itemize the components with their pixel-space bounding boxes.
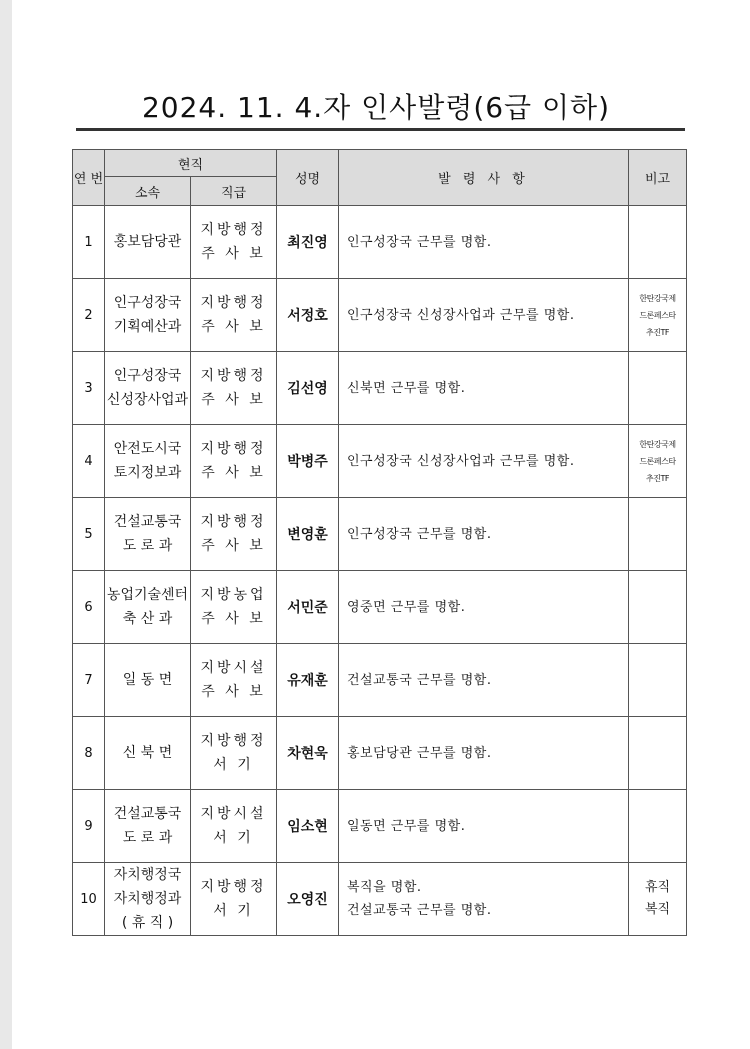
row-number: 1 xyxy=(73,206,105,279)
grade-line: 지방행정 xyxy=(200,368,267,384)
note-line: 한탄강국제 xyxy=(639,293,676,303)
order-line: 건설교통국 근무를 명함. xyxy=(347,903,492,918)
note-cell xyxy=(629,571,687,644)
affiliation-line: 건설교통국 xyxy=(113,806,182,822)
order-line: 건설교통국 근무를 명함. xyxy=(347,672,492,688)
grade-line: 지방행정 xyxy=(200,514,267,530)
note-cell xyxy=(629,863,687,936)
header-order: 발 령 사 항 xyxy=(339,150,629,206)
note-line: 복직 xyxy=(644,902,671,917)
order-cell xyxy=(339,863,629,936)
grade-line: 주 사 보 xyxy=(201,465,266,481)
affiliation-line: 인구성장국 xyxy=(113,368,182,384)
grade-cell xyxy=(191,425,277,498)
grade-line: 주 사 보 xyxy=(201,246,266,262)
title-underline xyxy=(76,128,685,131)
grade-line: 서 기 xyxy=(213,903,254,919)
grade-line: 지방농업 xyxy=(200,587,267,603)
grade-line: 주 사 보 xyxy=(201,538,266,554)
row-number: 6 xyxy=(73,571,105,644)
person-name: 박병주 xyxy=(277,425,339,498)
note-line: 드론페스타 xyxy=(639,456,676,466)
row-number: 10 xyxy=(73,863,105,936)
table-row xyxy=(73,571,687,644)
note-cell xyxy=(629,790,687,863)
grade-line: 지방행정 xyxy=(200,879,267,895)
grade-cell xyxy=(191,717,277,790)
order-line: 인구성장국 근무를 명함. xyxy=(347,526,492,542)
person-name: 임소현 xyxy=(277,790,339,863)
affiliation-cell xyxy=(105,498,191,571)
affiliation-line: 건설교통국 xyxy=(113,514,182,530)
affiliation-cell xyxy=(105,279,191,352)
grade-cell xyxy=(191,206,277,279)
order-line: 일동면 근무를 명함. xyxy=(347,818,466,834)
affiliation-line: 신성장사업과 xyxy=(106,392,189,408)
order-cell xyxy=(339,206,629,279)
affiliation-line: 일 동 면 xyxy=(122,672,173,688)
affiliation-line: 농업기술센터 xyxy=(106,587,189,603)
order-cell xyxy=(339,352,629,425)
order-cell xyxy=(339,644,629,717)
grade-cell xyxy=(191,352,277,425)
grade-cell xyxy=(191,863,277,936)
affiliation-line: 도 로 과 xyxy=(122,830,173,846)
header-grade: 직급 xyxy=(191,177,277,206)
order-cell xyxy=(339,279,629,352)
note-cell xyxy=(629,425,687,498)
order-line: 인구성장국 근무를 명함. xyxy=(347,234,492,250)
note-cell xyxy=(629,644,687,717)
order-cell xyxy=(339,790,629,863)
order-line: 인구성장국 신성장사업과 근무를 명함. xyxy=(347,453,575,469)
table-row xyxy=(73,717,687,790)
person-name: 오영진 xyxy=(277,863,339,936)
person-name: 차현욱 xyxy=(277,717,339,790)
grade-line: 지방시설 xyxy=(200,806,267,822)
person-name: 서민준 xyxy=(277,571,339,644)
grade-line: 주 사 보 xyxy=(201,611,266,627)
affiliation-line: 자치행정국 xyxy=(113,867,182,883)
grade-line: 지방행정 xyxy=(200,733,267,749)
grade-cell xyxy=(191,279,277,352)
grade-line: 지방행정 xyxy=(200,441,267,457)
affiliation-line: 홍보담당관 xyxy=(113,234,182,250)
header-name: 성명 xyxy=(277,150,339,206)
row-number: 3 xyxy=(73,352,105,425)
note-line: 휴직 xyxy=(644,880,671,895)
personnel-table xyxy=(72,149,687,936)
header-seq: 연 번 xyxy=(73,150,105,206)
header-note: 비고 xyxy=(629,150,687,206)
person-name: 유재훈 xyxy=(277,644,339,717)
affiliation-cell xyxy=(105,644,191,717)
note-line: 한탄강국제 xyxy=(639,439,676,449)
order-line: 인구성장국 신성장사업과 근무를 명함. xyxy=(347,307,575,323)
grade-line: 서 기 xyxy=(213,757,254,773)
affiliation-line: 토지정보과 xyxy=(113,465,182,481)
affiliation-cell xyxy=(105,352,191,425)
person-name: 변영훈 xyxy=(277,498,339,571)
row-number: 9 xyxy=(73,790,105,863)
table-row xyxy=(73,644,687,717)
affiliation-line: 인구성장국 xyxy=(113,295,182,311)
order-cell xyxy=(339,717,629,790)
person-name: 서정호 xyxy=(277,279,339,352)
note-cell xyxy=(629,352,687,425)
table-row xyxy=(73,425,687,498)
header-affiliation: 소속 xyxy=(105,177,191,206)
note-line: 드론페스타 xyxy=(639,310,676,320)
affiliation-line: 기획예산과 xyxy=(113,319,182,335)
affiliation-cell xyxy=(105,717,191,790)
order-cell xyxy=(339,571,629,644)
table-row xyxy=(73,206,687,279)
affiliation-line: 도 로 과 xyxy=(122,538,173,554)
order-line: 홍보담당관 근무를 명함. xyxy=(347,745,492,761)
affiliation-line: 안전도시국 xyxy=(113,441,182,457)
order-line: 영중면 근무를 명함. xyxy=(347,599,466,615)
grade-line: 주 사 보 xyxy=(201,392,266,408)
table-row xyxy=(73,352,687,425)
grade-line: 서 기 xyxy=(213,830,254,846)
order-line: 신북면 근무를 명함. xyxy=(347,380,466,396)
row-number: 5 xyxy=(73,498,105,571)
grade-line: 지방행정 xyxy=(200,222,267,238)
header-current: 현직 xyxy=(105,150,277,177)
note-cell xyxy=(629,279,687,352)
grade-line: 지방행정 xyxy=(200,295,267,311)
note-line: 추진TF xyxy=(646,327,669,337)
affiliation-cell xyxy=(105,863,191,936)
affiliation-line: 자치행정과 xyxy=(113,891,182,907)
order-line: 복직을 명함. xyxy=(347,880,422,895)
affiliation-cell xyxy=(105,790,191,863)
affiliation-cell xyxy=(105,571,191,644)
grade-cell xyxy=(191,644,277,717)
row-number: 4 xyxy=(73,425,105,498)
affiliation-cell xyxy=(105,206,191,279)
note-cell xyxy=(629,498,687,571)
note-line: 추진TF xyxy=(646,473,669,483)
table-row xyxy=(73,790,687,863)
order-cell xyxy=(339,498,629,571)
person-name: 최진영 xyxy=(277,206,339,279)
grade-line: 지방시설 xyxy=(200,660,267,676)
grade-cell xyxy=(191,790,277,863)
row-number: 2 xyxy=(73,279,105,352)
person-name: 김선영 xyxy=(277,352,339,425)
order-cell xyxy=(339,425,629,498)
note-cell xyxy=(629,717,687,790)
affiliation-cell xyxy=(105,425,191,498)
grade-cell xyxy=(191,571,277,644)
affiliation-line: 축 산 과 xyxy=(122,611,173,627)
table-row xyxy=(73,863,687,936)
grade-line: 주 사 보 xyxy=(201,684,266,700)
affiliation-line: 신 북 면 xyxy=(122,745,173,761)
grade-line: 주 사 보 xyxy=(201,319,266,335)
note-cell xyxy=(629,206,687,279)
document-title: 2024. 11. 4.자 인사발령(6급 이하) xyxy=(141,91,611,124)
grade-cell xyxy=(191,498,277,571)
table-row xyxy=(73,279,687,352)
row-number: 7 xyxy=(73,644,105,717)
affiliation-line: ( 휴 직 ) xyxy=(121,915,174,931)
table-row xyxy=(73,498,687,571)
row-number: 8 xyxy=(73,717,105,790)
